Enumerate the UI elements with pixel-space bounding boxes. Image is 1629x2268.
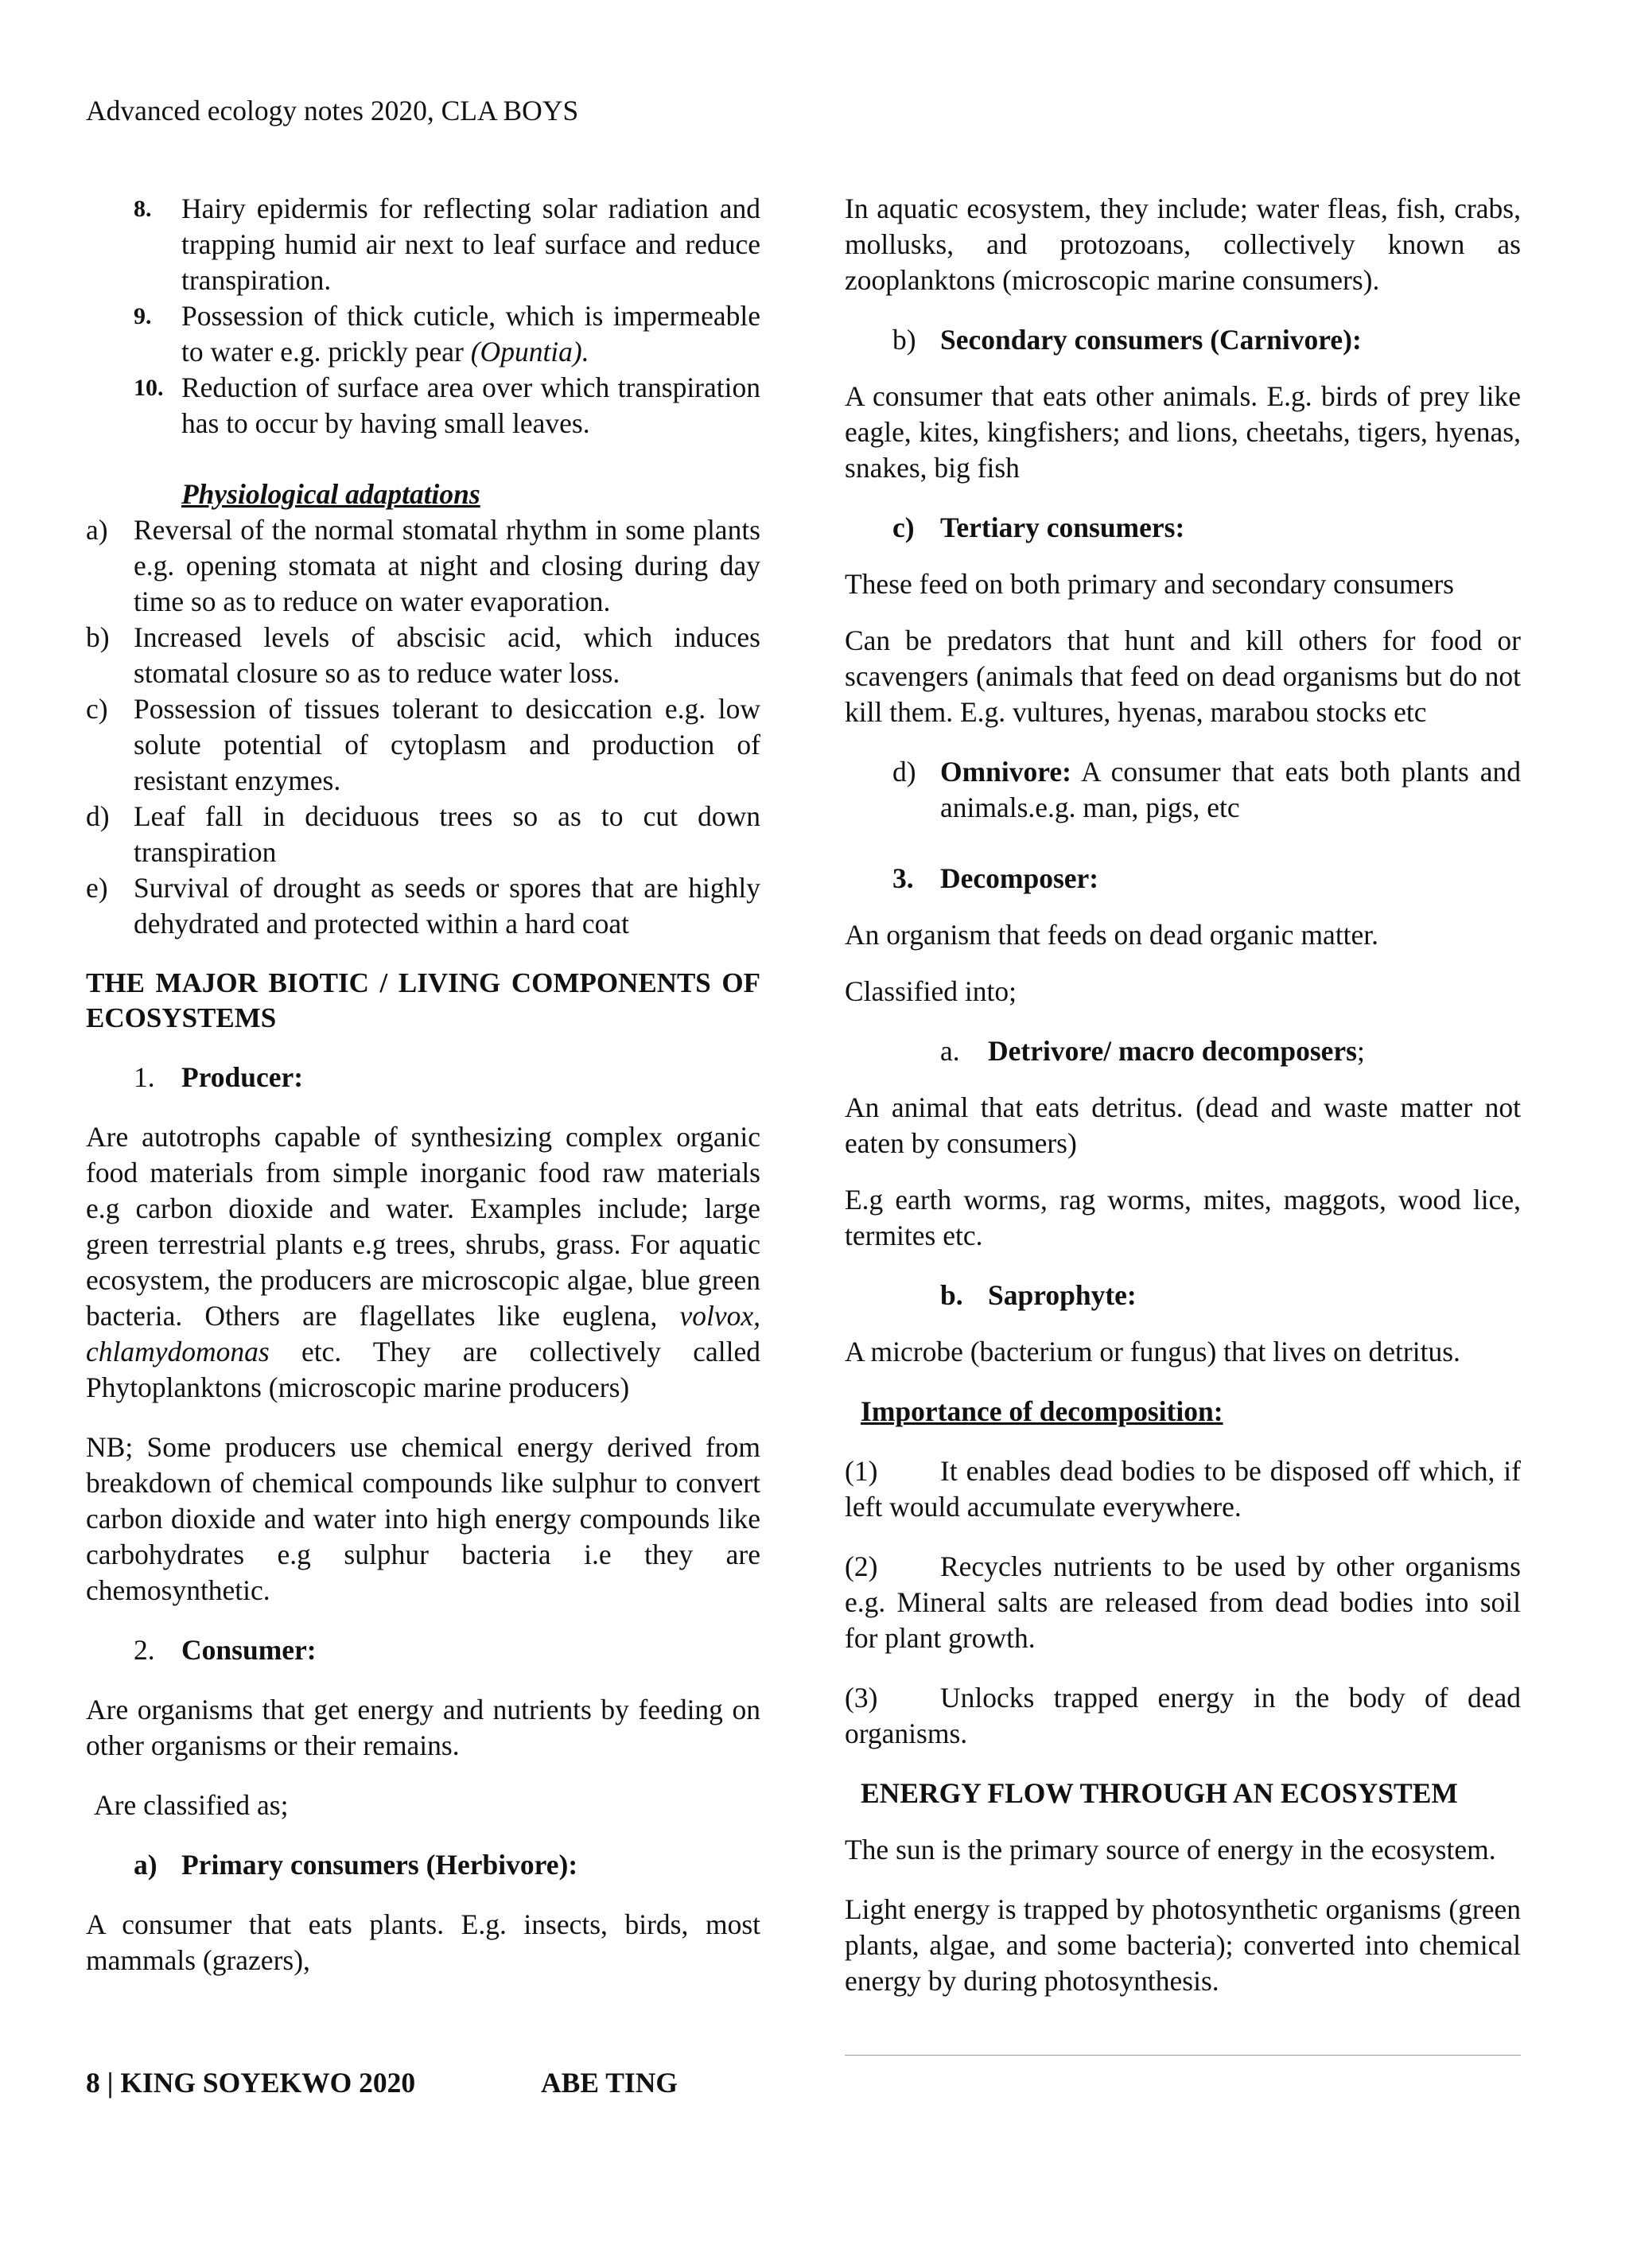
heading-number: 3.: [892, 862, 914, 894]
item-letter: d): [892, 756, 916, 788]
list-item: [86, 799, 760, 870]
heading-letter: b): [892, 324, 916, 356]
heading-letter: a.: [940, 1035, 960, 1067]
item-number: 8.: [134, 196, 152, 222]
paragraph-text: Are autotrophs capable of synthesizing complex organic food materials from simple inorganic food raw materials e.g carbon dioxide and water. Examples include; large green terrestrial plants e.g trees, shrubs, grass. For aquatic ecosystem, the producers are microscopic algae, blue green bacteria. Others are flagellates like euglena,: [86, 1121, 760, 1332]
footer-rule: [845, 2055, 1521, 2056]
item-letter: a): [86, 514, 108, 546]
primary-heading: [86, 1847, 760, 1883]
item-italic-text: (Opuntia).: [470, 336, 589, 368]
physiological-list: [86, 512, 760, 942]
item-number: 9.: [134, 303, 152, 329]
saprophyte-paragraph: A microbe (bacterium or fungus) that lives on detritus.: [845, 1336, 1460, 1367]
item-number: (2): [845, 1550, 878, 1582]
list-item: [86, 191, 760, 298]
energy-paragraph: The sun is the primary source of energy in the ecosystem.: [845, 1834, 1496, 1865]
item-letter: b): [86, 621, 110, 653]
heading-letter: c): [892, 512, 915, 543]
consumer-classified-text: Are classified as;: [94, 1789, 289, 1821]
decomposer-heading: [845, 861, 1521, 897]
item-text: Increased levels of abscisic acid, which induces stomatal closure so as to reduce water loss.: [134, 621, 760, 689]
item-letter: e): [86, 872, 108, 904]
importance-item: [845, 1680, 1521, 1752]
section-heading: THE MAJOR BIOTIC / LIVING COMPONENTS OF ECOSYSTEMS: [86, 967, 760, 1033]
page-header: Advanced ecology notes 2020, CLA BOYS: [86, 95, 579, 126]
producer-heading: [86, 1060, 760, 1095]
list-item: [86, 870, 760, 942]
decomposer-classified-text: Classified into;: [845, 975, 1017, 1007]
heading-number: 1.: [134, 1061, 155, 1093]
detrivore-heading: [845, 1033, 1521, 1069]
item-text: Reversal of the normal stomatal rhythm in some plants e.g. opening stomata at night and closing during day time so as to reduce on water evaporation.: [134, 514, 760, 617]
omnivore-item: [845, 754, 1521, 826]
heading-punct: ;: [1356, 1035, 1365, 1067]
importance-item: [845, 1453, 1521, 1525]
footer-author: ABE TING: [541, 2067, 678, 2099]
left-column: [86, 191, 760, 1978]
producer-paragraph: [86, 1119, 760, 1406]
item-text: Possession of tissues tolerant to desiccation e.g. low solute potential of cytoplasm and production of resistant enzymes.: [134, 693, 760, 796]
footer-page-info: 8 | KING SOYEKWO 2020: [86, 2067, 416, 2099]
secondary-paragraph: A consumer that eats other animals. E.g. birds of prey like eagle, kites, kingfishers; and lions, cheetahs, tigers, hyenas, snakes, big fish: [845, 380, 1521, 484]
importance-item: [845, 1549, 1521, 1656]
item-letter: c): [86, 693, 108, 725]
item-text: Recycles nutrients to be used by other organisms e.g. Mineral salts are released from dead bodies into soil for plant growth.: [845, 1550, 1521, 1654]
producer-nb-paragraph: NB; Some producers use chemical energy derived from breakdown of chemical compounds like sulphur to convert carbon dioxide and water into high energy compounds like carbohydrates e.g sulphur bacteria i.e they are chemosynthetic.: [86, 1431, 760, 1606]
heading-label: Saprophyte:: [988, 1279, 1137, 1311]
detrivore-examples: E.g earth worms, rag worms, mites, maggots, wood lice, termites etc.: [845, 1184, 1521, 1251]
item-text: Reduction of surface area over which transpiration has to occur by having small leaves.: [181, 372, 760, 439]
tertiary-heading: [845, 510, 1521, 546]
paragraph-italic-text: volvox, chlamydomonas: [86, 1300, 760, 1367]
secondary-heading: [845, 322, 1521, 358]
aquatic-paragraph: In aquatic ecosystem, they include; water fleas, fish, crabs, mollusks, and protozoans, collectively known as zooplanktons (microscopic marine consumers).: [845, 193, 1521, 296]
item-text: Possession of thick cuticle, which is impermeable to water e.g. prickly pear: [181, 300, 760, 368]
item-text: Hairy epidermis for reflecting solar radiation and trapping humid air next to leaf surface and reduce transpiration.: [181, 193, 760, 296]
item-number: 10.: [134, 375, 164, 401]
item-number: (1): [845, 1455, 878, 1487]
right-column: [845, 191, 1521, 1999]
item-text: Leaf fall in deciduous trees so as to cut down transpiration: [134, 800, 760, 868]
importance-heading: Importance of decomposition:: [861, 1395, 1223, 1427]
heading-label: Detrivore/ macro decomposers: [988, 1035, 1357, 1067]
heading-label: Decomposer:: [940, 862, 1099, 894]
list-item: [86, 298, 760, 370]
heading-label: Omnivore:: [940, 756, 1071, 788]
item-text: It enables dead bodies to be disposed off which, if left would accumulate everywhere.: [845, 1455, 1521, 1523]
item-number: (3): [845, 1682, 878, 1714]
list-item: [86, 691, 760, 799]
heading-number: 2.: [134, 1634, 155, 1666]
heading-label: Producer:: [181, 1061, 304, 1093]
adaptations-list: [86, 191, 760, 442]
saprophyte-heading: [845, 1278, 1521, 1313]
detrivore-paragraph: An animal that eats detritus. (dead and waste matter not eaten by consumers): [845, 1091, 1521, 1159]
list-item: [86, 370, 760, 442]
physiological-heading: Physiological adaptations: [181, 478, 480, 510]
item-text: A consumer that eats both plants and animals.e.g. man, pigs, etc: [940, 756, 1521, 823]
heading-letter: a): [134, 1849, 157, 1881]
energy-heading: ENERGY FLOW THROUGH AN ECOSYSTEM: [861, 1777, 1458, 1809]
heading-label: Secondary consumers (Carnivore):: [940, 324, 1362, 356]
item-text: Unlocks trapped energy in the body of dead organisms.: [845, 1682, 1521, 1749]
primary-paragraph: A consumer that eats plants. E.g. insects, birds, most mammals (grazers),: [86, 1908, 760, 1976]
decomposer-paragraph: An organism that feeds on dead organic matter.: [845, 919, 1379, 951]
heading-label: Primary consumers (Herbivore):: [181, 1849, 578, 1881]
list-item: [86, 620, 760, 691]
tertiary-paragraph-2: Can be predators that hunt and kill others for food or scavengers (animals that feed on dead organisms but do not kill them. E.g. vultures, hyenas, marabou stocks etc: [845, 624, 1521, 728]
tertiary-paragraph: These feed on both primary and secondary consumers: [845, 568, 1454, 600]
energy-paragraph-2: Light energy is trapped by photosynthetic organisms (green plants, algae, and some bacteria); converted into chemical energy by during photosynthesis.: [845, 1893, 1521, 1997]
consumer-paragraph: Are organisms that get energy and nutrients by feeding on other organisms or their remains.: [86, 1694, 760, 1761]
heading-label: Tertiary consumers:: [940, 512, 1185, 543]
consumer-heading: [86, 1632, 760, 1668]
item-text: Survival of drought as seeds or spores that are highly dehydrated and protected within a hard coat: [134, 872, 760, 939]
list-item: [86, 512, 760, 620]
heading-label: Consumer:: [181, 1634, 317, 1666]
paragraph-text: etc. They are collectively called Phytoplanktons (microscopic marine producers): [86, 1336, 760, 1403]
heading-letter: b.: [940, 1279, 963, 1311]
page-footer: [86, 2065, 678, 2101]
item-letter: d): [86, 800, 110, 832]
